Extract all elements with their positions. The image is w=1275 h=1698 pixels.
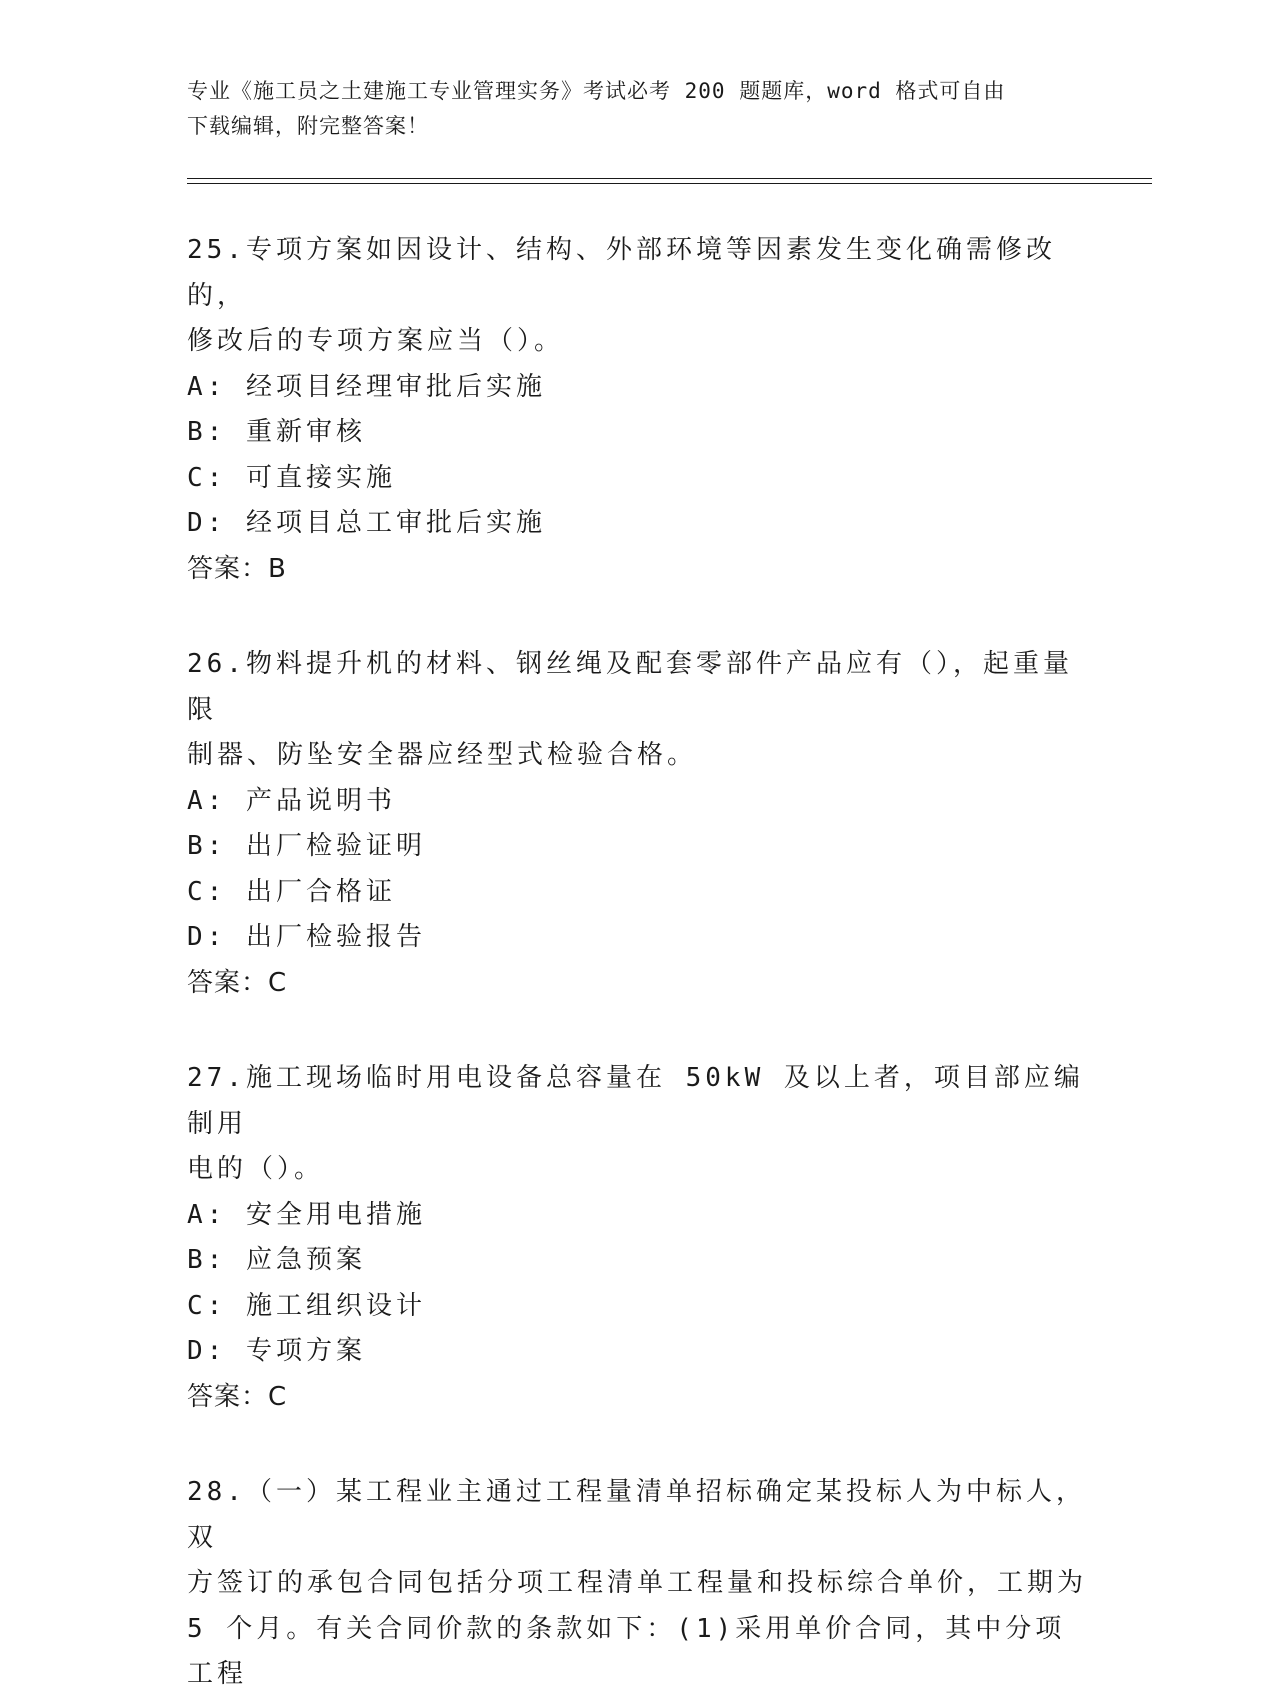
option-key: B: — [187, 417, 227, 447]
option-key: D: — [187, 1336, 227, 1366]
option-text: 施工组织设计 — [245, 1290, 426, 1321]
question-stem-line: 27.施工现场临时用电设备总容量在 50kW 及以上者，项目部应编制用 — [187, 1063, 1084, 1139]
option-b — [187, 410, 1087, 456]
option-a — [187, 779, 1087, 825]
option-key: D: — [187, 922, 227, 952]
document-header — [187, 74, 1067, 144]
question-stem-line: 28.（一）某工程业主通过工程量清单招标确定某投标人为中标人，双 — [187, 1477, 1086, 1553]
option-text: 产品说明书 — [245, 785, 396, 816]
option-text: 安全用电措施 — [245, 1199, 426, 1230]
question-stem-line: 方签订的承包合同包括分项工程清单工程量和投标综合单价，工期为 — [187, 1568, 1088, 1598]
question-list — [187, 228, 1087, 1698]
option-c — [187, 1284, 1087, 1330]
question-stem-line: 电的（）。 — [187, 1154, 325, 1184]
option-a — [187, 1193, 1087, 1239]
answer-line: 答案：C — [187, 967, 288, 998]
option-key: A: — [187, 1199, 227, 1230]
question-25 — [187, 228, 1087, 592]
question-stem-line: 修改后的专项方案应当（）。 — [187, 326, 565, 356]
option-key: C: — [187, 1290, 227, 1321]
option-text: 出厂合格证 — [245, 876, 396, 907]
option-a — [187, 365, 1087, 411]
option-c — [187, 870, 1087, 916]
answer-line: 答案：C — [187, 1381, 288, 1412]
header-divider-bottom — [187, 183, 1152, 184]
option-d — [187, 501, 1087, 547]
question-stem-line: 26.物料提升机的材料、钢丝绳及配套零部件产品应有（），起重量限 — [187, 649, 1073, 725]
question-stem-line: 制器、防坠安全器应经型式检验合格。 — [187, 740, 698, 770]
header-divider-top — [187, 178, 1152, 179]
option-key: D: — [187, 508, 227, 538]
option-key: A: — [187, 785, 227, 816]
option-b — [187, 1238, 1087, 1284]
option-text: 出厂检验报告 — [245, 922, 426, 952]
option-key: B: — [187, 1245, 227, 1275]
option-text: 重新审核 — [245, 417, 366, 447]
question-stem-line: 25.专项方案如因设计、结构、外部环境等因素发生变化确需修改的， — [187, 235, 1056, 311]
option-d — [187, 915, 1087, 961]
option-c — [187, 456, 1087, 502]
option-key: A: — [187, 371, 227, 402]
option-text: 应急预案 — [245, 1245, 366, 1275]
option-text: 出厂检验证明 — [245, 831, 426, 861]
option-text: 专项方案 — [245, 1336, 366, 1366]
question-28 — [187, 1470, 1087, 1698]
option-key: C: — [187, 462, 227, 493]
option-key: C: — [187, 876, 227, 907]
option-b — [187, 824, 1087, 870]
question-stem-line: 5 个月。有关合同价款的条款如下：(1)采用单价合同，其中分项工程 — [187, 1613, 1066, 1689]
option-text: 经项目经理审批后实施 — [245, 371, 546, 402]
option-key: B: — [187, 831, 227, 861]
answer-line: 答案：B — [187, 553, 287, 584]
question-26 — [187, 642, 1087, 1006]
header-line-1: 专业《施工员之土建施工专业管理实务》考试必考 200 题题库，word 格式可自由 — [187, 79, 1006, 103]
header-line-2: 下载编辑，附完整答案！ — [187, 114, 429, 138]
option-text: 可直接实施 — [245, 462, 396, 493]
option-d — [187, 1329, 1087, 1375]
question-27 — [187, 1056, 1087, 1420]
option-text: 经项目总工审批后实施 — [245, 508, 546, 538]
